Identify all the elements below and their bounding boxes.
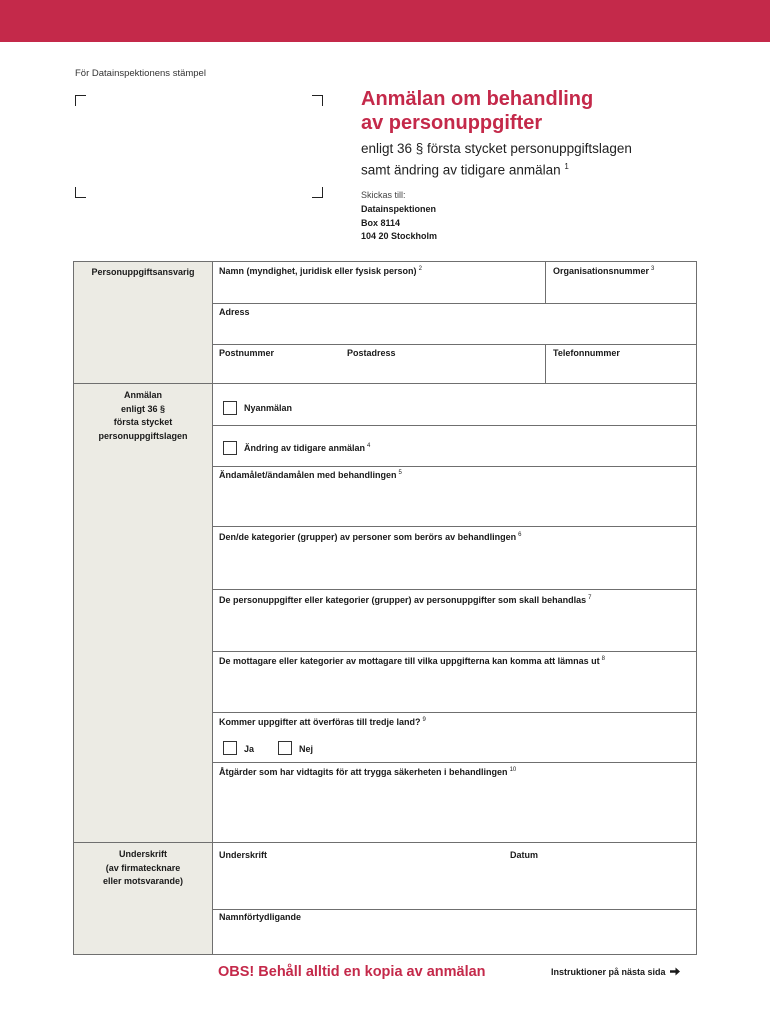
form-title-line2: av personuppgifter (361, 112, 543, 134)
section-notification-line3: första stycket (113, 417, 173, 427)
section-divider (74, 383, 696, 384)
section-notification-line1: Anmälan (123, 390, 162, 400)
address-line-3: 104 20 Stockholm (361, 231, 438, 241)
row-divider (213, 466, 696, 467)
section-controller (74, 262, 213, 383)
name-field[interactable] (219, 266, 422, 276)
new-notification-checkbox[interactable] (223, 401, 237, 415)
row-divider (213, 526, 696, 527)
row-divider (213, 589, 696, 590)
section-signature-line2: (av firmatecknare (105, 862, 181, 873)
section-signature (74, 842, 213, 954)
stamp-corner-bottom-right (312, 187, 323, 198)
data-categories-field[interactable] (219, 595, 591, 605)
form-subtitle (361, 140, 701, 180)
recipients-field[interactable] (219, 656, 605, 666)
row-divider (213, 909, 696, 910)
section-signature-line1: Underskrift (118, 849, 167, 859)
third-country-yes-checkbox[interactable] (223, 741, 237, 755)
security-field-label: Åtgärder som har vidtagits för att trygga säkerheten i behandlingen (219, 767, 508, 777)
stamp-corner-top-left (75, 95, 86, 106)
signature-field[interactable]: Underskrift (219, 850, 268, 860)
section-notification (74, 383, 213, 842)
postal-code-field[interactable]: Postnummer (219, 348, 275, 358)
new-notification-label: Nyanmälan (244, 403, 293, 413)
name-field-label: Namn (myndighet, juridisk eller fysisk person) (219, 266, 417, 276)
footnote-ref: 8 (601, 656, 605, 662)
address-line-2: Box 8114 (361, 217, 401, 228)
recipients-field-label: De mottagare eller kategorier av mottagare till vilka uppgifterna kan komma att lämnas ut (219, 656, 600, 666)
form-subtitle-line2 (361, 158, 701, 180)
change-notification-checkbox[interactable] (223, 441, 237, 455)
third-country-yes-label: Ja (244, 744, 255, 754)
persons-field[interactable] (219, 532, 521, 542)
next-page-label: Instruktioner på nästa sida (551, 967, 666, 977)
date-field[interactable]: Datum (510, 850, 539, 860)
third-country-no-label: Nej (299, 744, 314, 754)
third-country-question-text: Kommer uppgifter att överföras till tredje land? (219, 717, 421, 727)
section-controller-label: Personuppgiftsansvarig (91, 267, 195, 277)
row-divider (213, 344, 696, 345)
name-clarification-field[interactable]: Namnförtydligande (219, 912, 302, 922)
footnote-ref: 4 (367, 443, 371, 449)
stamp-corner-top-right (312, 95, 323, 106)
keep-copy-notice: OBS! Behåll alltid en kopia av anmälan (218, 964, 486, 980)
change-notification-label (244, 443, 370, 453)
next-page-link[interactable] (551, 967, 680, 977)
stamp-area-label: För Datainspektionens stämpel (75, 68, 206, 79)
org-number-field-label: Organisationsnummer (553, 266, 650, 276)
section-divider (74, 842, 696, 843)
form-subtitle-line1: enligt 36 § första stycket personuppgiftslagen (361, 141, 632, 156)
row-divider (213, 651, 696, 652)
form-title (361, 87, 701, 135)
third-country-question (219, 717, 426, 727)
phone-field[interactable]: Telefonnummer (553, 348, 620, 358)
section-notification-line4: personuppgiftslagen (98, 430, 188, 441)
recipient-address (361, 203, 437, 244)
column-divider (545, 262, 546, 303)
section-notification-line2: enligt 36 § (120, 403, 165, 414)
footnote-ref: 2 (418, 266, 422, 272)
address-line-1: Datainspektionen (361, 204, 437, 214)
footnote-ref: 7 (588, 595, 592, 601)
row-divider (213, 712, 696, 713)
purpose-field-label: Ändamålet/ändamålen med behandlingen (219, 470, 397, 480)
section-signature-label (74, 842, 212, 889)
row-divider (213, 425, 696, 426)
footnote-ref: 5 (398, 470, 402, 476)
column-divider (545, 344, 546, 383)
section-notification-label (74, 383, 212, 443)
arrow-right-icon (670, 967, 680, 976)
change-notification-label-text: Ändring av tidigare anmälan (244, 443, 366, 453)
footnote-ref: 9 (422, 717, 426, 723)
persons-field-label: Den/de kategorier (grupper) av personer som berörs av behandlingen (219, 532, 517, 542)
org-number-field[interactable] (553, 266, 654, 276)
footnote-ref: 3 (651, 266, 655, 272)
postal-town-field[interactable]: Postadress (347, 348, 396, 358)
data-categories-field-label: De personuppgifter eller kategorier (grupper) av personuppgifter som skall behandlas (219, 595, 587, 605)
row-divider (213, 762, 696, 763)
section-signature-line3: eller motsvarande) (102, 876, 184, 886)
notification-form (73, 261, 697, 955)
footnote-ref: 1 (564, 162, 569, 171)
row-divider (213, 303, 696, 304)
form-title-line1: Anmälan om behandling (361, 88, 594, 110)
footnote-ref: 10 (509, 767, 517, 773)
stamp-corner-bottom-left (75, 187, 86, 198)
security-field[interactable] (219, 767, 516, 777)
third-country-no-checkbox[interactable] (278, 741, 292, 755)
footnote-ref: 6 (518, 532, 522, 538)
send-to-label: Skickas till: (361, 190, 406, 200)
purpose-field[interactable] (219, 470, 402, 480)
top-color-bar (0, 0, 770, 42)
address-field[interactable]: Adress (219, 307, 250, 317)
form-subtitle-line2-text: samt ändring av tidigare anmälan (361, 162, 561, 178)
